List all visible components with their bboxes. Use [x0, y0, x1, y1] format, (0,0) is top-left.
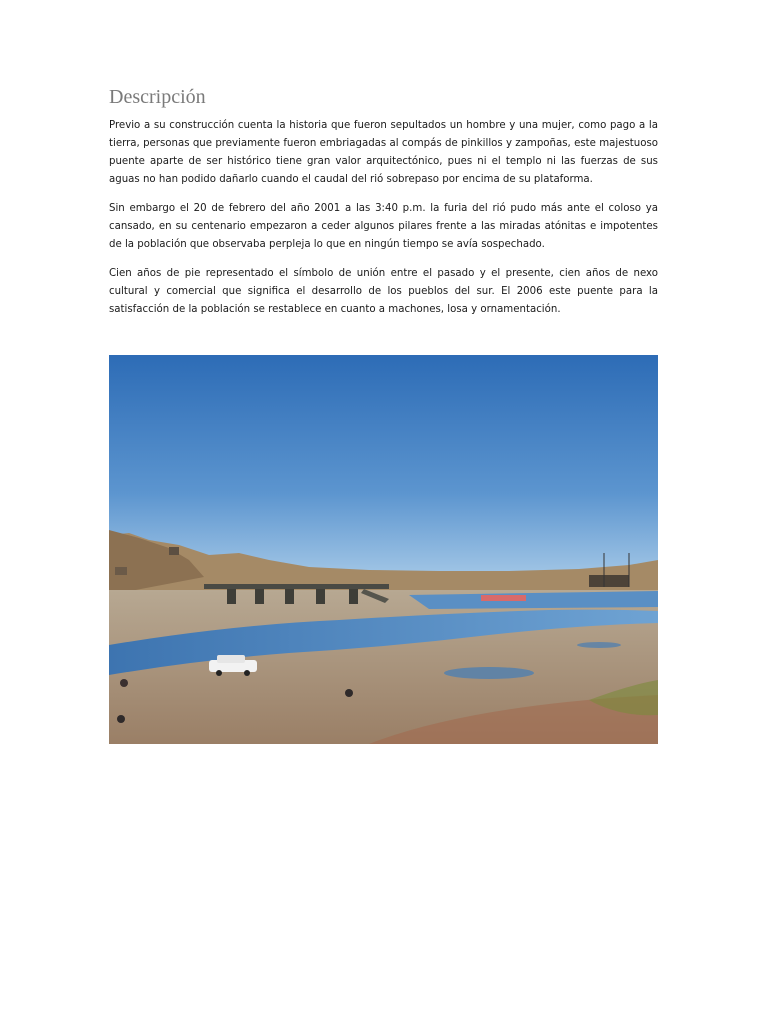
bridge-river-photo — [109, 355, 658, 744]
paragraph-3: Cien años de pie representado el símbolo de unión entre el pasado y el presente, cien años de nexo cultural y comercial que significa el desarrollo de los pueblos del sur. El 2006 este puente para la satisfacción de la población se restablece en cuanto a machones, losa y ornamentación. — [109, 268, 658, 315]
paragraph-2: Sin embargo el 20 de febrero del año 2001 a las 3:40 p.m. la furia del rió pudo más ante el coloso ya cansado, en su centenario empezaron a ceder algunos pilares frente a las miradas atónitas e impotentes de la población que observaba perpleja lo que en ningún tiempo se avía sospechado. — [109, 203, 658, 250]
document-body — [109, 84, 658, 330]
paragraph-1: Previo a su construcción cuenta la historia que fueron sepultados un hombre y una mujer, como pago a la tierra, personas que previamente fueron embriagadas al compás de pinkillos y zampoñas, este majestuoso puente aparte de ser histórico tiene gran valor arquitectónico, pues ni el templo ni las fuerzas de sus aguas no han podido dañarlo cuando el caudal del rió sobrepaso por encima de su plataforma. — [109, 120, 658, 185]
bridge-deck — [204, 584, 389, 589]
section-heading: Descripción — [109, 86, 206, 108]
